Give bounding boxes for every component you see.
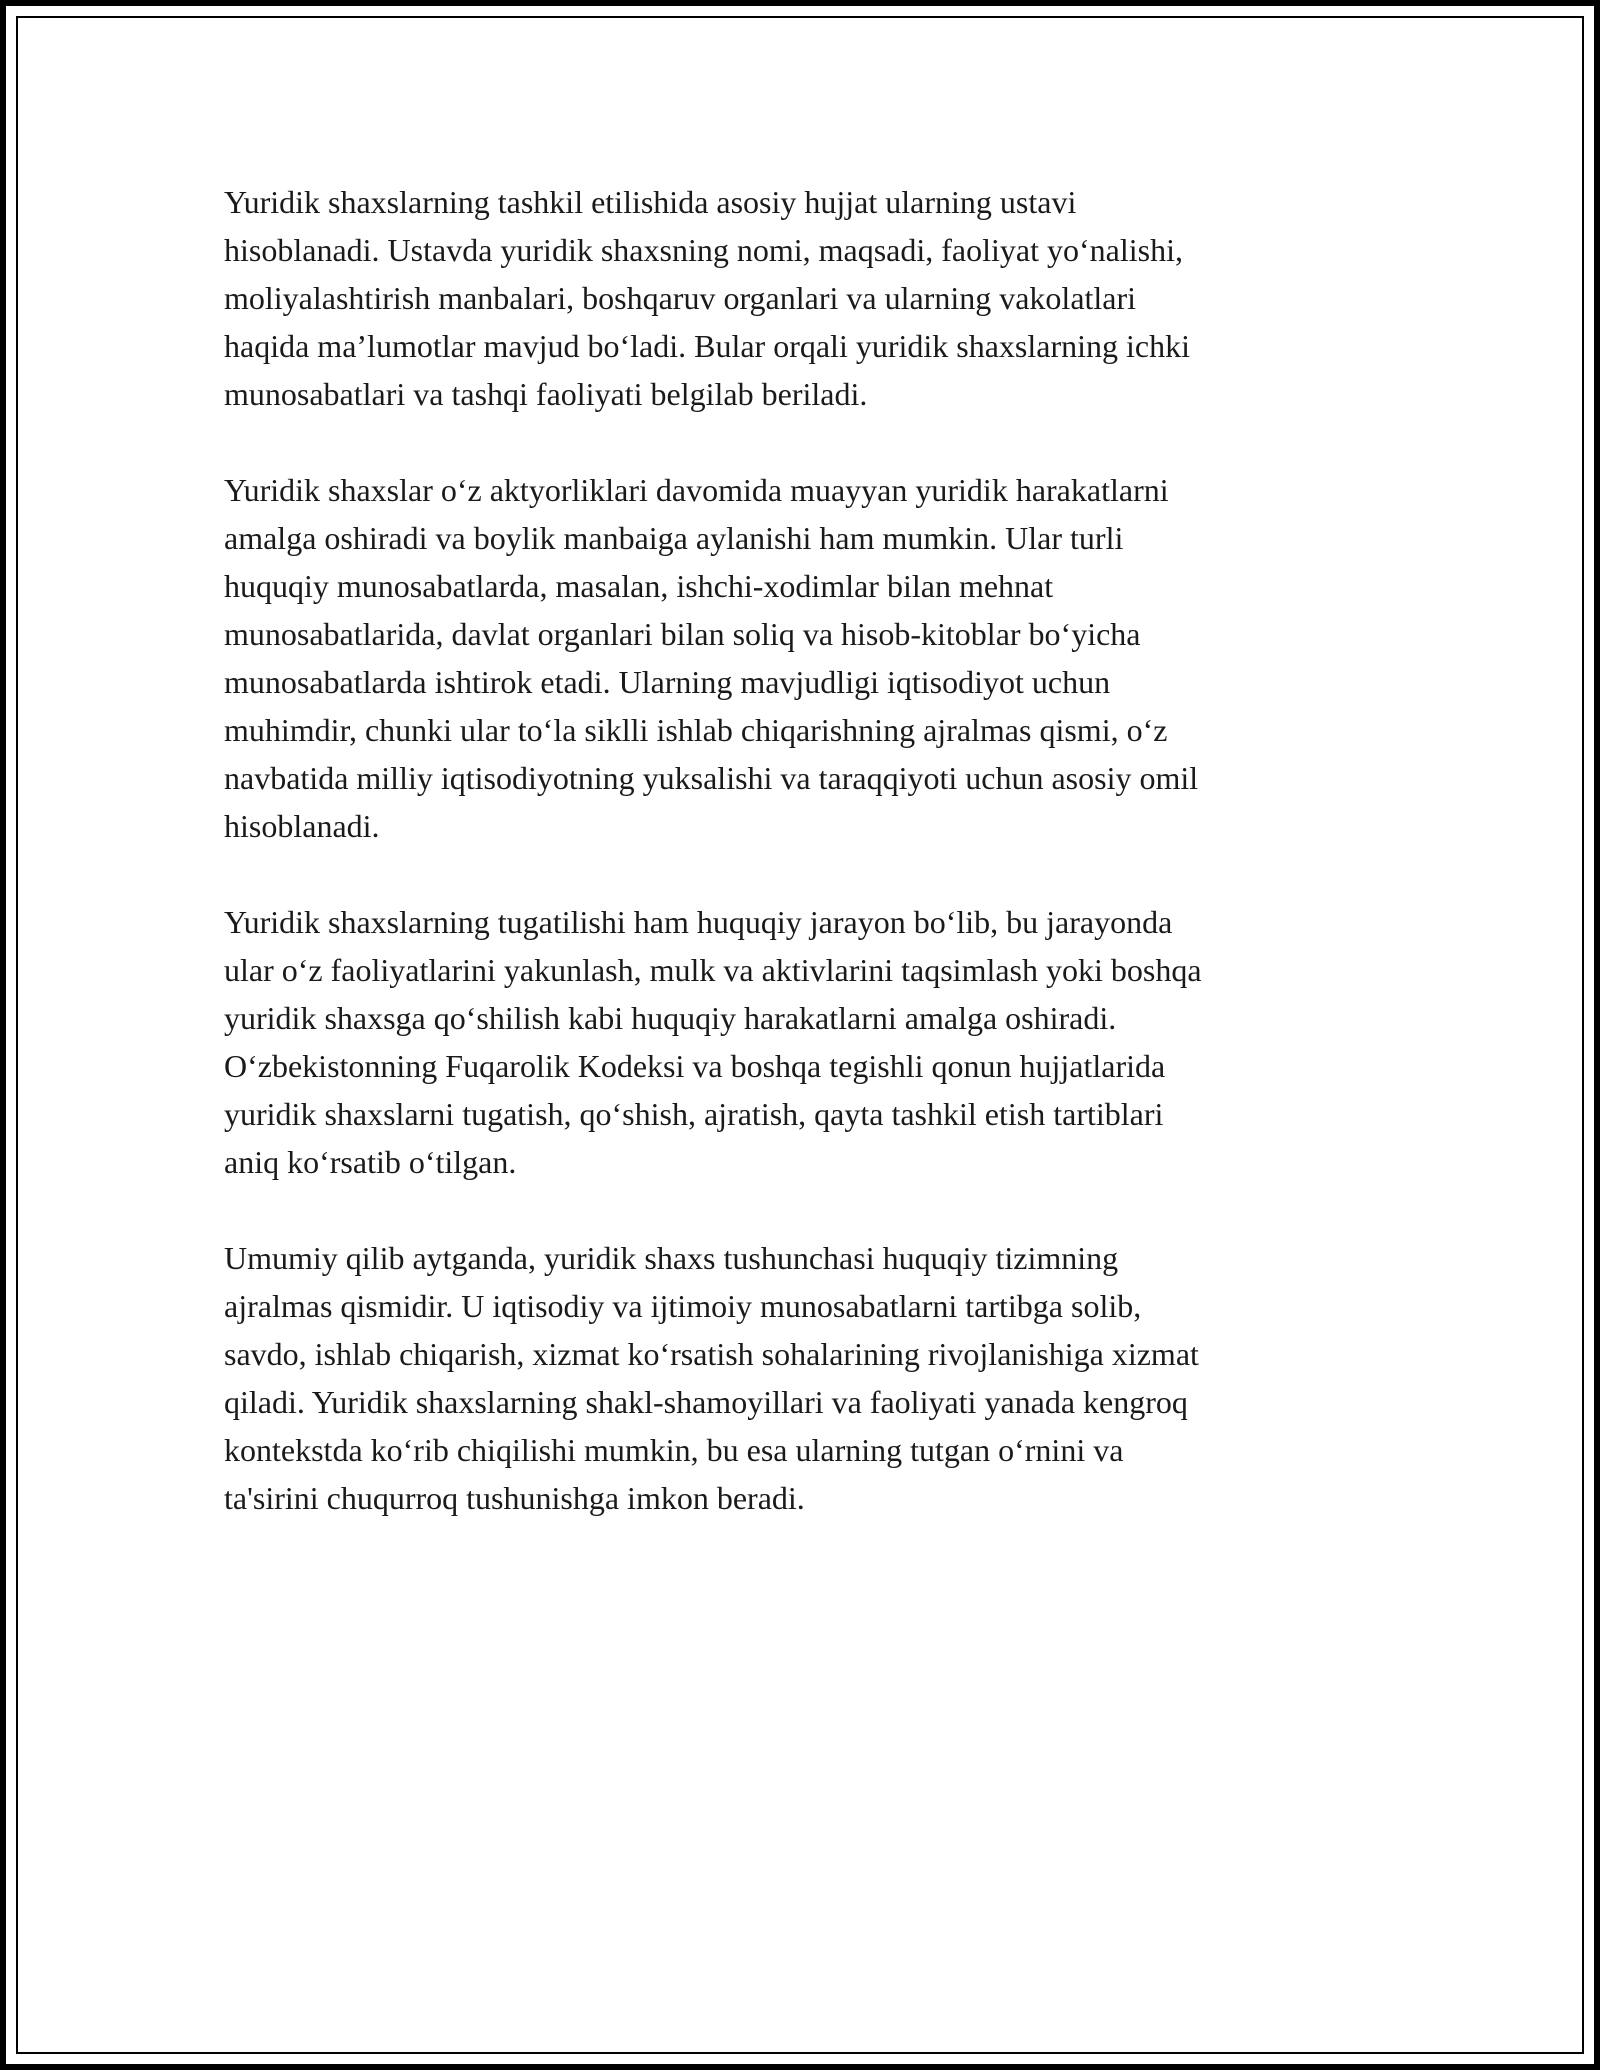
text-line: yuridik shaxsga qo‘shilish kabi huquqiy harakatlarni amalga oshiradi. xyxy=(224,1000,1117,1036)
text-line: Yuridik shaxslarning tugatilishi ham huquqiy jarayon bo‘lib, bu jarayonda xyxy=(224,904,1173,940)
text-line: qiladi. Yuridik shaxslarning shakl-shamoyillari va faoliyati yanada kengroq xyxy=(224,1384,1188,1420)
text-line: munosabatlarida, davlat organlari bilan soliq va hisob-kitoblar bo‘yicha xyxy=(224,616,1141,652)
text-line: Yuridik shaxslarning tashkil etilishida asosiy hujjat ularning ustavi xyxy=(224,184,1077,220)
text-line: munosabatlarda ishtirok etadi. Ularning mavjudligi iqtisodiyot uchun xyxy=(224,664,1111,700)
text-line: savdo, ishlab chiqarish, xizmat ko‘rsatish sohalarining rivojlanishiga xizmat xyxy=(224,1336,1199,1372)
text-line: navbatida milliy iqtisodiyotning yuksalishi va taraqqiyoti uchun asosiy omil xyxy=(224,760,1199,796)
text-line: hisoblanadi. Ustavda yuridik shaxsning nomi, maqsadi, faoliyat yo‘nalishi, xyxy=(224,232,1183,268)
text-line: munosabatlari va tashqi faoliyati belgilab beriladi. xyxy=(224,376,868,412)
text-line: aniq ko‘rsatib o‘tilgan. xyxy=(224,1144,517,1180)
text-line: haqida ma’lumotlar mavjud bo‘ladi. Bular orqali yuridik shaxslarning ichki xyxy=(224,328,1190,364)
text-line: kontekstda ko‘rib chiqilishi mumkin, bu esa ularning tutgan o‘rnini va xyxy=(224,1432,1124,1468)
paragraph-charter xyxy=(224,178,1414,418)
text-line: moliyalashtirish manbalari, boshqaruv organlari va ularning vakolatlari xyxy=(224,280,1137,316)
text-line: hisoblanadi. xyxy=(224,808,380,844)
text-line: ta'sirini chuqurroq tushunishga imkon beradi. xyxy=(224,1480,805,1516)
text-line: O‘zbekistonning Fuqarolik Kodeksi va boshqa tegishli qonun hujjatlarida xyxy=(224,1048,1166,1084)
text-line: ular o‘z faoliyatlarini yakunlash, mulk va aktivlarini taqsimlash yoki boshqa xyxy=(224,952,1202,988)
text-line: amalga oshiradi va boylik manbaiga aylanishi ham mumkin. Ular turli xyxy=(224,520,1124,556)
paragraph-conclusion xyxy=(224,1234,1414,1522)
paragraph-liquidation xyxy=(224,898,1414,1186)
text-line: huquqiy munosabatlarda, masalan, ishchi-xodimlar bilan mehnat xyxy=(224,568,1054,604)
text-line: ajralmas qismidir. U iqtisodiy va ijtimoiy munosabatlarni tartibga solib, xyxy=(224,1288,1142,1324)
text-line: Umumiy qilib aytganda, yuridik shaxs tushunchasi huquqiy tizimning xyxy=(224,1240,1119,1276)
paragraph-activities xyxy=(224,466,1414,850)
text-line: Yuridik shaxslar o‘z aktyorliklari davomida muayyan yuridik harakatlarni xyxy=(224,472,1169,508)
text-line: muhimdir, chunki ular to‘la siklli ishlab chiqarishning ajralmas qismi, o‘z xyxy=(224,712,1168,748)
document-body xyxy=(224,178,1414,1522)
text-line: yuridik shaxslarni tugatish, qo‘shish, ajratish, qayta tashkil etish tartiblari xyxy=(224,1096,1164,1132)
